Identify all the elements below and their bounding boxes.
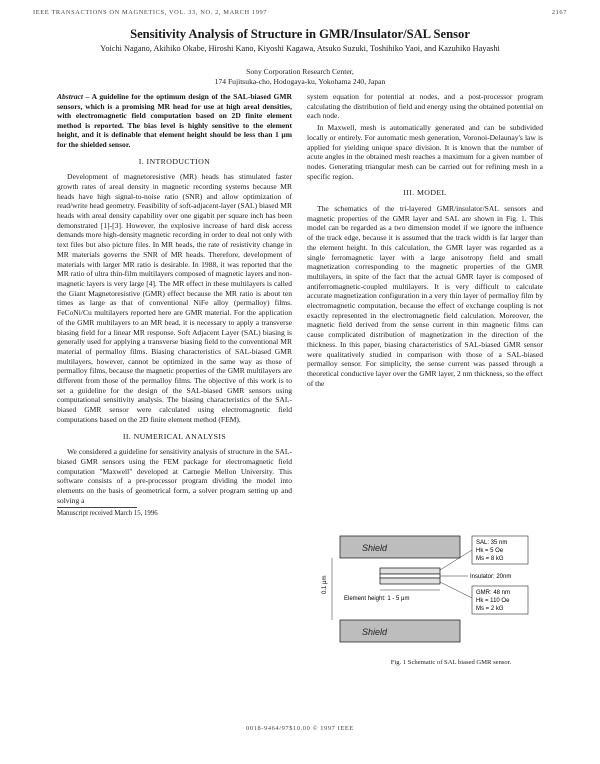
section-heading-model: III. MODEL [403,188,447,198]
solver-paragraph-continued: system equation for potential at nodes, and a post-processor program calculating the distribution of field and energy using the obtained potential on each node. [307,92,543,121]
intro-paragraph: Development of magnetoresistive (MR) heads has stimulated faster growth rates of areal density in magnetic recording systems because MR heads have high signal-to-noise ratio (SNR) and allow optimization of read/write head geometry. Feasibility of soft-adjacent-layer (SAL) biased MR heads with areal density capability over one gigabit per square inch has been demonstrated [1]-[3]. However, the explosive increase of hard disk access demands more high-density magnetic recording in order to deal not only with text files but also picture files. In MR heads, the rate of resistivity change in MR materials governs the SNR of MR heads. Therefore, development of materials with larger MR ratio is desirable. In 1988, it was reported that the MR ratio of ultra thin-film multilayers composed of magnetic layers and non-magnetic layers is very large [4]. The MR effect in these multilayers is called the Giant Magnetoresistive (GMR) effect because the MR ratio is about ten times as large as that of conventional NiFe alloy (permalloy) films. FeCoNi/Cu multilayers reported here are GMR material. For the application of the GMR multilayers to an MR head, it is necessary to apply a transverse biasing field for a linear MR response. Soft Adjacent Layer (SAL) biasing is generally used for applying a transverse biasing field to the conventional MR material of permalloy films. Biasing characteristics of SAL-biased GMR multilayers, however, cannot be optimized in the same way as those of permalloy films, because the magnetic properties of the GMR multilayers are different from those of the permalloy films. The objective of this work is to set a guideline for the design of the SAL-biased GMR sensors using computational sensitivity analysis. The biasing characteristics of the SAL-biased GMR sensor were calculated using electromagnetic field computations based on the 2D finite element method (FEM). [57,172,292,424]
running-header [33,9,567,21]
copyright-code: 0018-9464/97$10.00 © 1997 IEEE [246,725,354,732]
gmr-hk: Hk = 110 Oe [476,598,510,604]
gap-label: 0.1 μm [322,575,328,594]
section-heading-introduction: I. INTRODUCTION [138,156,211,166]
numerical-paragraph: We considered a guideline for sensitivity analysis of structure in the SAL-biased GMR sensors using the FEM package for electromagnetic field computation "Maxwell" developed at Carnegie Mellon University. This software consists of a pre-processor program dividing the model into elements on the basis of geometrical form, a solver program setting up and solving a [57,447,292,505]
model-paragraph: The schematics of the tri-layered GMR/insulator/SAL sensors and magnetic properties of the GMR layer and SAL are shown in Fig. 1. This model can be regarded as a two dimension model if we ignore the influence of the track edge, because it is assumed that the track width is far larger than the element height. In this calculation, the GMR layer was regarded as a single ferromagnetic layer with a large anisotropy field and small magnetization corresponding to the magnetic properties of the GMR multilayers, in spite of the fact that the actual GMR layer is composed of antiferromagnetic-coupled multilayers. It is very difficult to calculate accurate magnetization configuration in a very thin layer of permalloy film by electromagnetic computation, because the effect of exchange coupling is not exactly represented in the electromagnetic field calculation. Moreover, the magnetic field derived from the sense current in thin magnetic films can cause complicated distribution of magnetization in the direction of the thickness. In this paper, biasing characteristics of SAL-biased GMR sensor were qualitatively studied in comparison with those of a SAL-biased permalloy sensor. For simplicity, the sense current was passed through a theoretical conductive layer over the GMR layer, 2 nm thickness, so the effect of the [307,204,543,388]
gmr-layer [380,578,440,584]
abstract-text: – A guideline for the optimum design of the SAL-biased GMR sensors, which is a promising MR head for use at high areal densities, with electromagnetic field computation based on 2D finite element method is reported. The bias level is highly sensitive to the element height, and it is definable that element height should be less than 1 μm for the shielded sensor. [57,92,292,149]
figure-1-schematic [300,528,600,656]
gmr-ms: Ms = 2 kG [476,606,504,612]
author-list: Yoichi Nagano, Akihiko Okabe, Hiroshi Kano, Kiyoshi Kagawa, Atsuko Suzuki, Toshihiko Yaoi, and Kazuhiko Hayashi [100,44,500,53]
mesh-paragraph: In Maxwell, mesh is automatically generated and can be subdivided locally or entirely. For automatic mesh generation, Voronoi-Delaunay's law is applied for yielding unique space division. It is known that the number of acute angles in the obtained mesh reaches a maximum for a given number of nodes. Generating triangular mesh can be carried out for refining mesh in a specific region. [307,123,543,181]
abstract-label: Abstract [57,92,83,101]
left-column [57,92,292,519]
sal-ms: Ms = 8 kG [476,556,504,562]
journal-header: IEEE TRANSACTIONS ON MAGNETICS, VOL. 33, NO. 2, MARCH 1997 [33,9,268,16]
bottom-shield-label: Shield [362,627,388,637]
element-height-label: Element height: 1 - 5 μm [344,596,410,602]
sal-thickness: SAL: 35 nm [476,540,508,546]
right-column [307,92,543,390]
affiliation-line-2: 174 Fujitsuka-cho, Hodogaya-ku, Yokohama 240, Japan [214,77,386,86]
top-shield [340,536,460,558]
manuscript-footnote: Manuscript received March 15, 1996 [57,510,158,518]
gmr-leader-line [440,582,472,598]
paper-title: Sensitivity Analysis of Structure in GMR/Insulator/SAL Sensor [130,27,470,41]
affiliation-line-1: Sony Corporation Research Center, [246,67,354,76]
insulator-label: Insulator: 20nm [470,574,512,580]
figure-1-caption: Fig. 1 Schematic of SAL biased GMR sensor. [390,659,512,666]
bottom-shield [340,620,460,642]
page-number: 2167 [551,9,567,16]
footnote-rule [57,507,137,508]
sal-layer [380,568,440,574]
top-shield-label: Shield [362,543,388,553]
section-heading-numerical-analysis: II. NUMERICAL ANALYSIS [122,431,227,441]
insulator-layer [380,574,440,578]
sal-hk: Hk = 5 Oe [476,548,504,554]
abstract [57,92,292,150]
gmr-thickness: GMR: 48 nm [476,590,511,596]
